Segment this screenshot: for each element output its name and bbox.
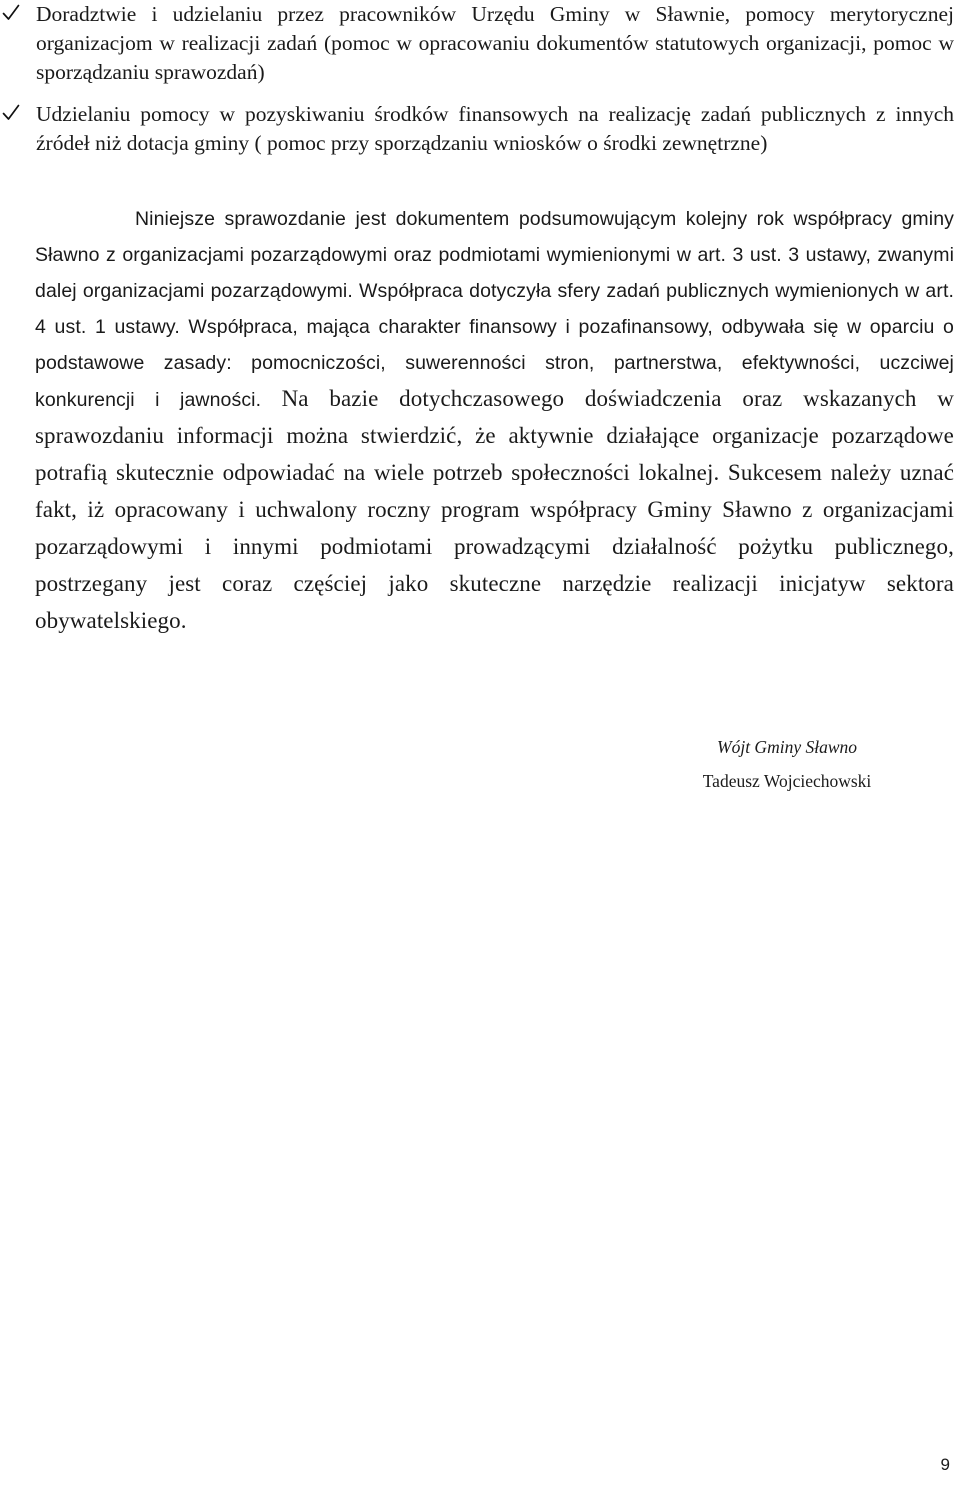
check-icon bbox=[2, 4, 20, 22]
bullet-item-funding-help bbox=[0, 100, 960, 158]
signature-name: Tadeusz Wojciechowski bbox=[702, 771, 872, 791]
bullet-text: Doradztwie i udzielaniu przez pracowników Urzędu Gminy w Sławnie, pomocy merytorycznej organizacjom w realizacji zadań (pomoc w opracowaniu dokumentów statutowych organizacji, pomoc w sporządzaniu sprawozdań) bbox=[36, 2, 954, 84]
summary-paragraph-sans-text: Niniejsze sprawozdanie jest dokumentem podsumowującym kolejny rok współpracy gminy Sławno z organizacjami pozarządowymi oraz podmiotami wymienionymi w art. 3 ust. 3 ustawy, zwanymi dalej organizacjami pozarządowymi. Współpraca dotyczyła sfery zadań publicznych wymienionych w art. 4 ust. 1 ustawy. Współpraca, mająca charakter finansowy i pozafinansowy, odbywała się w oparciu o podstawowe zasady: pomocniczości, suwerenności stron, partnerstwa, efektywności, uczciwej konkurencji i jawności. bbox=[35, 208, 954, 411]
summary-paragraph bbox=[35, 201, 954, 640]
page-number: 9 bbox=[940, 1455, 950, 1474]
summary-paragraph-serif-text: Na bazie dotychczasowego doświadczenia oraz wskazanych w sprawozdaniu informacji można stwierdzić, że aktywnie działające organizacje pozarządowe potrafią skutecznie odpowiadać na wiele potrzeb społeczności lokalnej. Sukcesem należy uznać fakt, iż opracowany i uchwalony roczny program współpracy Gminy Sławno z organizacjami pozarządowymi i innymi podmiotami prowadzącymi działalność pożytku publicznego, postrzegany jest coraz częściej jako skuteczne narzędzie realizacji inicjatyw sektora obywatelskiego. bbox=[35, 386, 954, 633]
bullet-list bbox=[0, 0, 960, 158]
check-icon bbox=[2, 104, 20, 122]
signature-block bbox=[682, 732, 892, 796]
bullet-item-advisory bbox=[0, 0, 960, 87]
bullet-text: Udzielaniu pomocy w pozyskiwaniu środków finansowych na realizację zadań publicznych z innych źródeł niż dotacja gminy ( pomoc przy sporządzaniu wniosków o środki zewnętrzne) bbox=[36, 102, 954, 155]
signature-role: Wójt Gminy Sławno bbox=[717, 737, 857, 757]
